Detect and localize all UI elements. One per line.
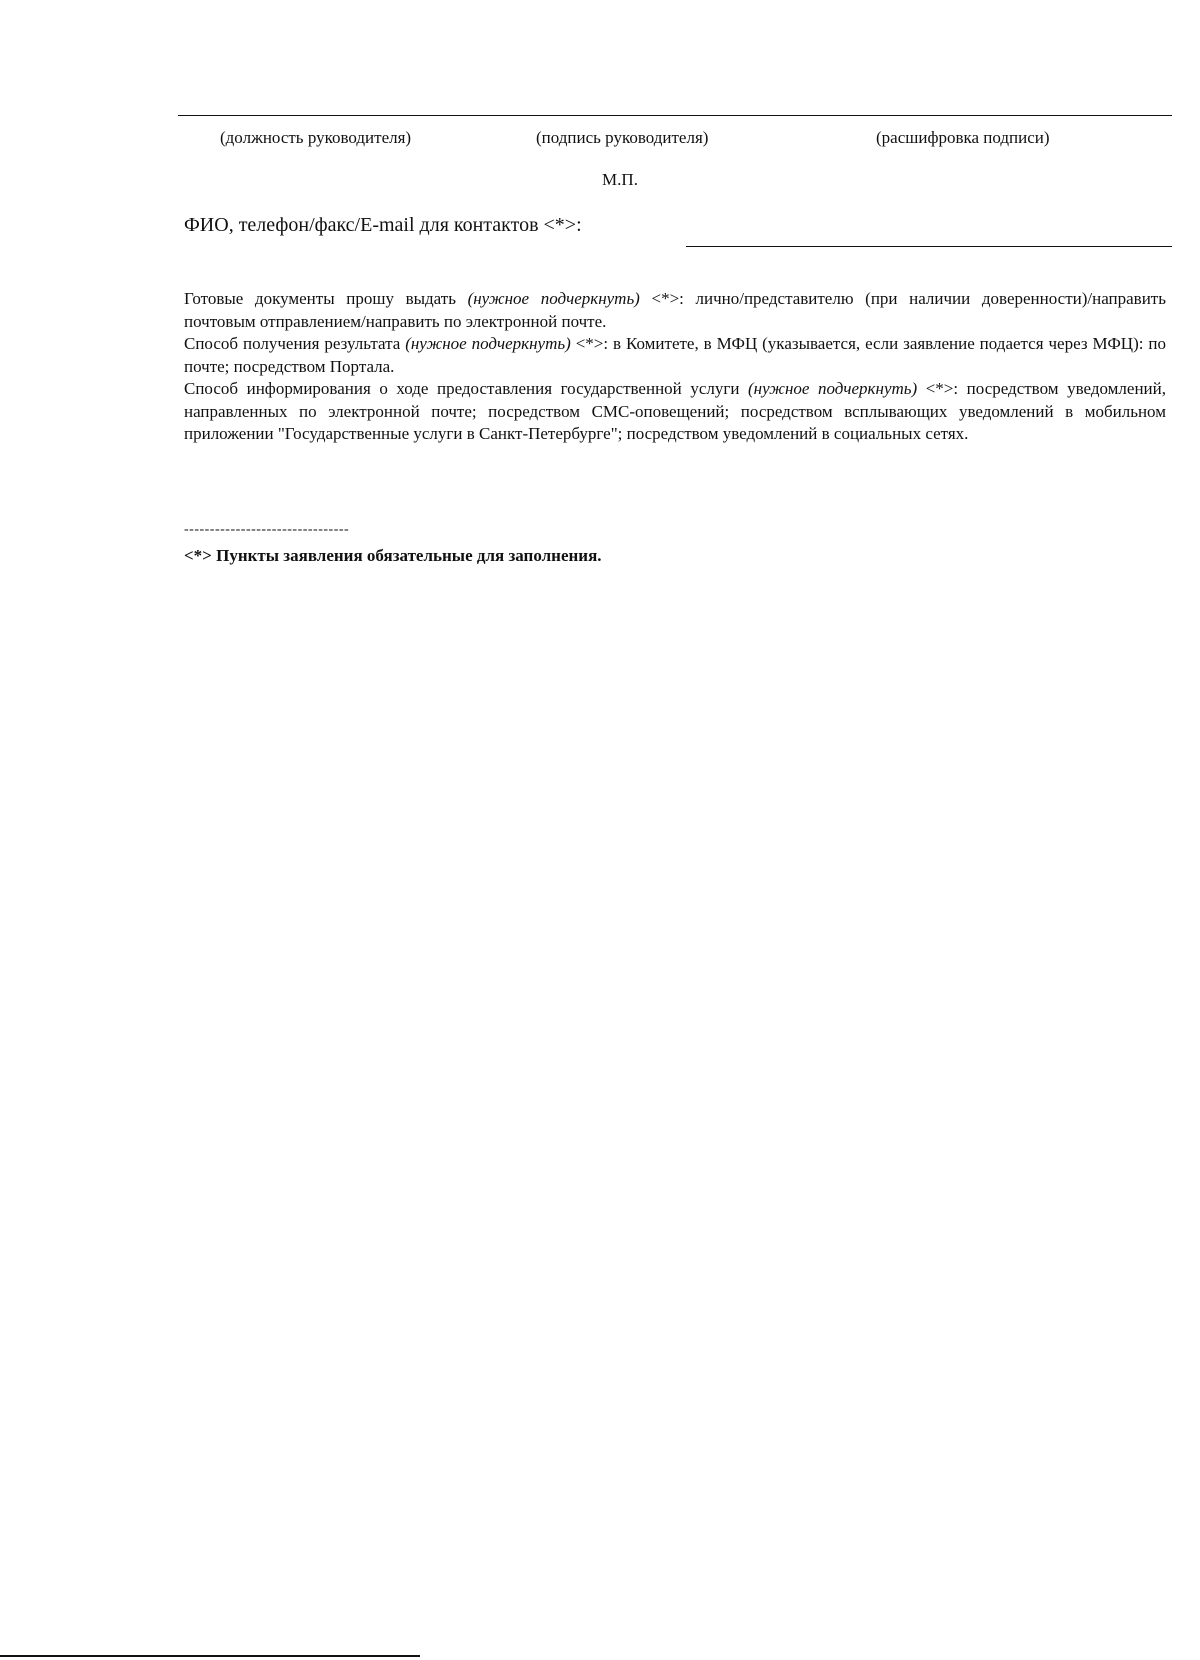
footnote-text: <*> Пункты заявления обязательные для заполнения. [184, 546, 602, 565]
signature-label: (подпись руководителя) [536, 128, 709, 147]
delivery-text: Готовые документы прошу выдать [184, 289, 468, 308]
stamp-place: М.П. [602, 170, 638, 189]
result-text: Способ получения результата [184, 334, 406, 353]
contact-fill-line [686, 246, 1172, 247]
notification-options: <*>: посредством уведомлений, направленных по электронной почте; посредством СМС-оповещений; посредством всплывающих уведомлений в мобильном приложении "Государственные услуги в Санкт-Петербурге"; посредством уведомлений в социальных сетях. [184, 379, 1166, 443]
signature-line [178, 115, 1172, 116]
contact-label: ФИО, телефон/факс/E-mail для контактов <*>: [184, 214, 582, 236]
signature-labels [178, 128, 1172, 152]
result-options: <*>: в Комитете, в МФЦ (указывается, если заявление подается через МФЦ): по почте; посредством Портала. [184, 334, 1166, 376]
result-paragraph [184, 333, 1166, 378]
signature-decode-label: (расшифровка подписи) [876, 128, 1050, 147]
delivery-hint: (нужное подчеркнуть) [467, 289, 640, 308]
page-bottom-line [0, 1655, 420, 1657]
delivery-options: <*>: лично/представителю (при наличии доверенности)/направить почтовым отправлением/направить по электронной почте. [184, 289, 1166, 331]
instructions-block [184, 288, 1166, 446]
delivery-paragraph [184, 288, 1166, 333]
position-label: (должность руководителя) [220, 128, 412, 147]
footnote-separator: -------------------------------- [184, 522, 350, 537]
notification-paragraph [184, 378, 1166, 446]
notification-hint: (нужное подчеркнуть) [747, 379, 918, 398]
notification-text: Способ информирования о ходе предоставления государственной услуги [184, 379, 748, 398]
result-hint: (нужное подчеркнуть) [405, 334, 571, 353]
